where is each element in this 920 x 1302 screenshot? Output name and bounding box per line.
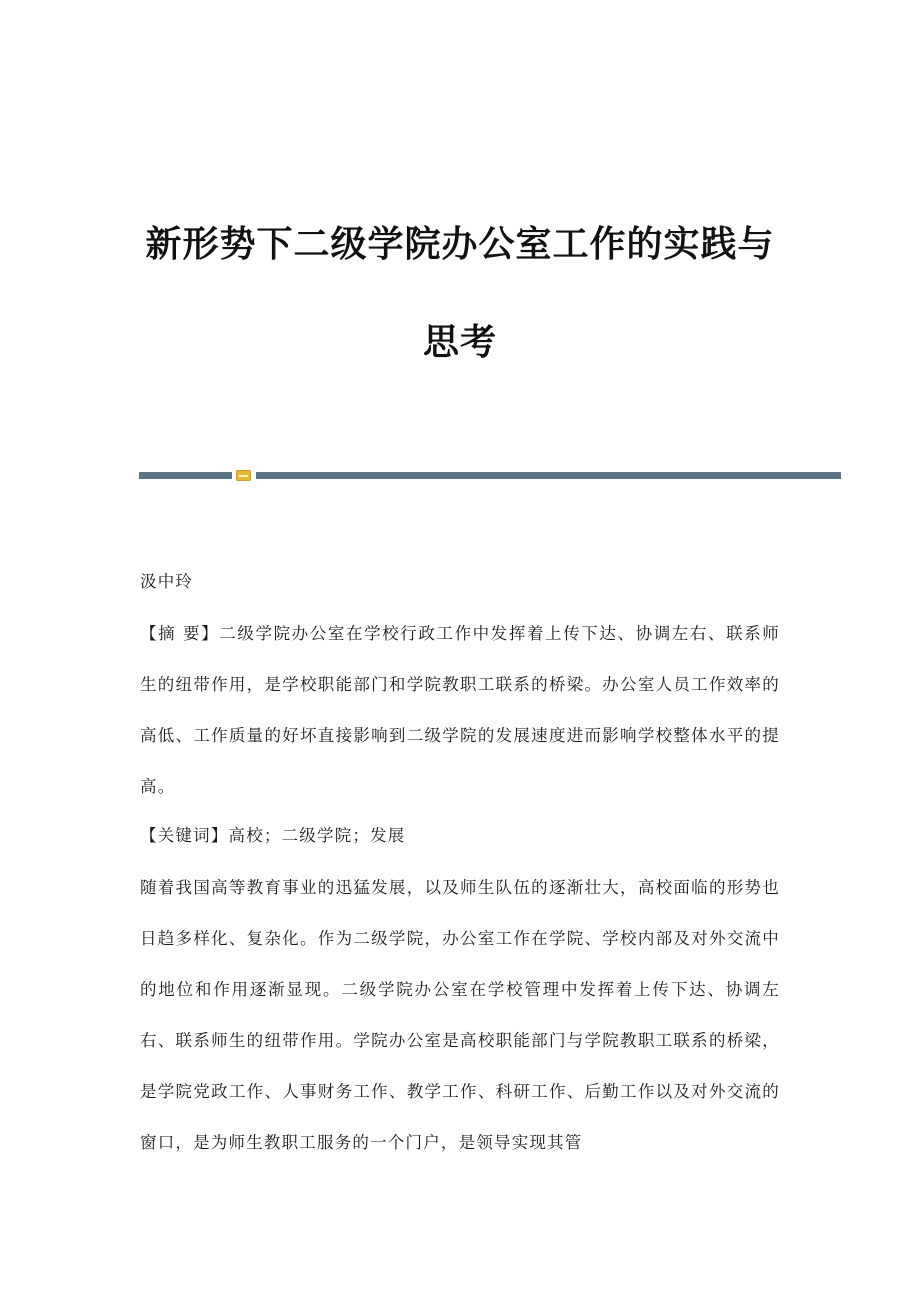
abstract-paragraph [140,608,780,812]
abstract-text: 二级学院办公室在学校行政工作中发挥着上传下达、协调左右、联系师生的纽带作用，是学校职能部门和学院教职工联系的桥梁。办公室人员工作效率的高低、工作质量的好坏直接影响到二级学院的发展速度进而影响学校整体水平的提高。 [140,624,781,796]
keywords-text: 高校；二级学院；发展 [228,826,406,845]
keywords-label: 【关键词】 [140,826,229,845]
divider-ornament-icon [236,470,251,481]
body-paragraph: 随着我国高等教育事业的迅猛发展，以及师生队伍的逐渐壮大，高校面临的形势也日趋多样化、复杂化。作为二级学院，办公室工作在学院、学校内部及对外交流中的地位和作用逐渐显现。二级学院办公室在学校管理中发挥着上传下达、协调左右、联系师生的纽带作用。学院办公室是高校职能部门与学院教职工联系的桥梁，是学院党政工作、人事财务工作、教学工作、科研工作、后勤工作以及对外交流的窗口，是为师生教职工服务的一个门户，是领导实现其管 [140,878,780,1152]
author-name: 汲中玲 [140,572,194,591]
document-title-line-1: 新形势下二级学院办公室工作的实践与 [145,224,775,265]
title-divider [139,470,841,482]
document-title-line-2: 思考 [422,322,497,363]
keywords-paragraph [140,810,780,861]
abstract-label: 【摘 要】 [140,624,220,643]
divider-bar-right [256,472,841,479]
divider-bar-left [139,472,232,479]
